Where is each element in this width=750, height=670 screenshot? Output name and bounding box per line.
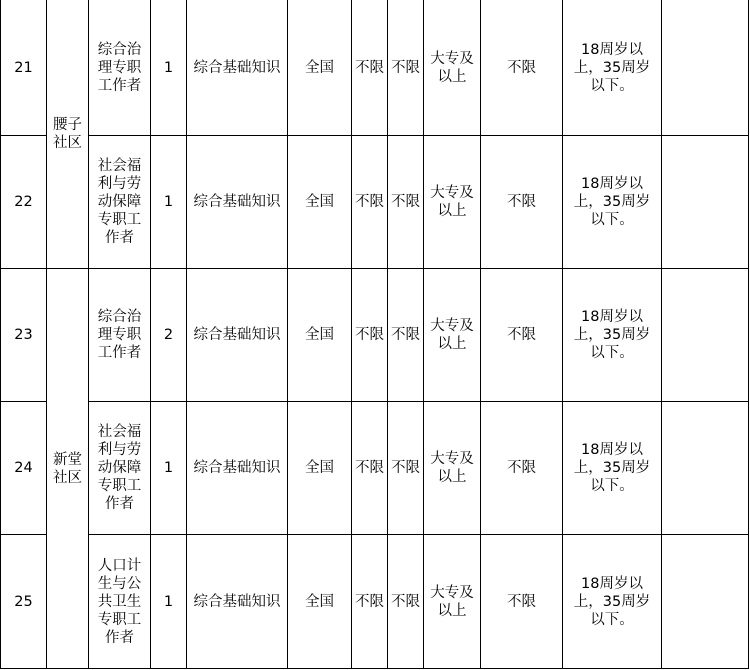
requirement-cell: 不限	[481, 535, 563, 669]
requirement-cell: 不限	[352, 535, 388, 669]
exam-subject: 综合基础知识	[187, 402, 288, 535]
position-name: 综合治理专职工作者	[97, 309, 142, 361]
exam-subject: 综合基础知识	[187, 269, 288, 402]
age-cell	[563, 0, 662, 136]
age-cell	[563, 269, 662, 402]
requirement-cell: 不限	[388, 535, 424, 669]
unit-cell	[47, 0, 89, 269]
requirement-cell: 不限	[388, 136, 424, 269]
education-cell	[424, 535, 481, 669]
hire-count: 1	[151, 0, 187, 136]
hire-count: 1	[151, 402, 187, 535]
requirement-cell: 不限	[388, 269, 424, 402]
hire-count: 1	[151, 535, 187, 669]
position-cell	[89, 136, 151, 269]
position-cell	[89, 269, 151, 402]
position-name: 社会福利与劳动保障专职工作者	[97, 158, 142, 246]
requirement-cell: 不限	[352, 0, 388, 136]
age-text: 18周岁以上，35周岁以下。	[573, 442, 651, 494]
requirement-cell: 不限	[388, 402, 424, 535]
requirement-cell: 不限	[352, 136, 388, 269]
education-cell	[424, 136, 481, 269]
unit-name: 腰子社区	[53, 117, 82, 151]
requirement-cell: 不限	[352, 269, 388, 402]
age-cell	[563, 402, 662, 535]
age-text: 18周岁以上，35周岁以下。	[573, 41, 651, 94]
education-cell	[424, 0, 481, 136]
education-text: 大专及以上	[430, 50, 474, 85]
remark-cell	[662, 136, 749, 269]
row-number: 21	[1, 0, 47, 136]
requirement-cell: 不限	[481, 0, 563, 136]
remark-cell	[662, 402, 749, 535]
requirement-cell: 不限	[481, 402, 563, 535]
row-number: 22	[1, 136, 47, 269]
table-row	[1, 136, 749, 269]
education-text: 大专及以上	[430, 318, 474, 352]
education-text: 大专及以上	[430, 185, 474, 219]
position-name: 社会福利与劳动保障专职工作者	[97, 424, 142, 512]
row-number: 24	[1, 402, 47, 535]
position-cell	[89, 0, 151, 136]
position-name: 综合治理专职工作者	[97, 41, 142, 94]
age-text: 18周岁以上，35周岁以下。	[573, 575, 651, 628]
region-cell: 全国	[288, 402, 352, 535]
age-text: 18周岁以上，35周岁以下。	[573, 176, 651, 228]
remark-cell	[662, 0, 749, 136]
age-cell	[563, 535, 662, 669]
education-cell	[424, 269, 481, 402]
exam-subject: 综合基础知识	[187, 136, 288, 269]
requirement-cell: 不限	[352, 402, 388, 535]
table-row	[1, 535, 749, 669]
position-cell	[89, 535, 151, 669]
exam-subject: 综合基础知识	[187, 535, 288, 669]
requirement-cell: 不限	[481, 269, 563, 402]
hire-count: 1	[151, 136, 187, 269]
position-name: 人口计生与公共卫生专职工作者	[97, 557, 142, 646]
region-cell: 全国	[288, 0, 352, 136]
table-row	[1, 402, 749, 535]
row-number: 23	[1, 269, 47, 402]
requirement-cell: 不限	[388, 0, 424, 136]
region-cell: 全国	[288, 269, 352, 402]
age-text: 18周岁以上，35周岁以下。	[573, 309, 651, 361]
remark-cell	[662, 269, 749, 402]
requirement-cell: 不限	[481, 136, 563, 269]
education-text: 大专及以上	[430, 584, 474, 619]
remark-cell	[662, 535, 749, 669]
region-cell: 全国	[288, 136, 352, 269]
table-row	[1, 269, 749, 402]
unit-name: 新堂社区	[53, 451, 82, 486]
education-cell	[424, 402, 481, 535]
position-cell	[89, 402, 151, 535]
hire-count: 2	[151, 269, 187, 402]
unit-cell	[47, 269, 89, 669]
age-cell	[563, 136, 662, 269]
exam-subject: 综合基础知识	[187, 0, 288, 136]
education-text: 大专及以上	[430, 451, 474, 485]
region-cell: 全国	[288, 535, 352, 669]
table-row	[1, 0, 749, 136]
row-number: 25	[1, 535, 47, 669]
